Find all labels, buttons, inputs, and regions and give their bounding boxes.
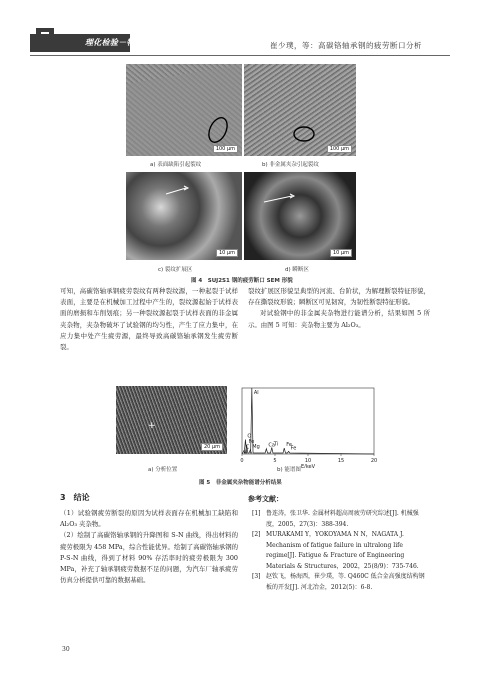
- spectrum-line: [242, 388, 374, 454]
- header-divider: [30, 55, 450, 56]
- svg-text:+: +: [148, 421, 156, 431]
- panel-c-label: c) 裂纹扩展区: [158, 267, 193, 273]
- x-axis-label: E/keV: [300, 464, 316, 468]
- x-tick-label: 0: [240, 458, 244, 464]
- x-tick-label: 5: [273, 458, 277, 464]
- conclusion-items: [60, 508, 238, 586]
- peak-label: C: [245, 444, 250, 451]
- journal-name: 理化检验－物理分册: [85, 38, 160, 47]
- fig5-panel-b-label: b) 能谱图: [277, 467, 301, 473]
- chart-frame: [242, 388, 374, 454]
- scale-bar-b: 100 μm: [327, 145, 352, 153]
- scale-bar-c: 10 μm: [216, 249, 238, 257]
- left-paragraph: 可知，高碳铬轴承钢疲劳裂纹有两种裂纹源，一种起裂于试样表面，主要是在机械加工过程中产生的，裂纹源起始于试样表面的磨损和车削划痕；另一种裂纹源起裂于试样表面的非金属夹杂物，夹杂物破坏了试验钢的均匀性，产生了应力集中，在应力集中处产生疲劳源，最终导致高碳铬轴承钢发生疲劳断裂。: [60, 287, 238, 352]
- x-tick-label: 20: [370, 458, 378, 464]
- sem-image-c: [126, 172, 242, 260]
- peak-label: Al: [253, 390, 259, 396]
- eds-spectrum-chart: [232, 382, 382, 468]
- peak-label: Ca: [268, 442, 275, 449]
- right-paragraphs: 裂纹扩展区形貌呈典型的河流、台阶状，为解理断裂特征形貌，存在撕裂纹形貌；瞬断区可见韧窝，为韧性断裂特征形貌。 对试验钢中的非金属夹杂物进行能谱分析，结果如图 5 所示。由图 5 可知：夹杂物主要为 Al₂O₃。: [248, 287, 430, 329]
- sem-image-d: [244, 172, 356, 260]
- page-number: 30: [62, 646, 70, 653]
- sem-image-b: [244, 64, 356, 156]
- scale-bar-a: 100 μm: [213, 145, 238, 153]
- panel-a-label: a) 表面缺陷引起裂纹: [150, 162, 202, 168]
- reference-item: [2] MURAKAMI Y，YOKOYAMA N N，NAGATA J. Mechanism of fatigue failure in ultralong life regime[J]. Fatigue & Fracture of Engineering Materials & Structures，2002，25(8/9)：735-746.: [252, 531, 419, 570]
- sem-image-a: [126, 64, 242, 156]
- section-heading-conclusions: 3 结论: [60, 493, 90, 502]
- running-title: 崔少璞，等：高碳铬轴承钢的疲劳断口分析: [270, 41, 422, 50]
- panel-b-label: b) 非金属夹杂引起裂纹: [262, 162, 319, 168]
- figure5-caption: 图 5 非金属夹杂物能谱分析结果: [199, 480, 282, 486]
- page-header: [0, 0, 480, 62]
- x-tick-label: 10: [304, 458, 312, 464]
- peak-label: Mg: [252, 444, 260, 451]
- fig5-panel-a-label: a) 分析位置: [148, 467, 178, 473]
- references-heading: 参考文献：: [248, 495, 283, 503]
- figure4-caption: 图 4 SUJ2S1 钢的疲劳断口 SEM 形貌: [191, 278, 293, 284]
- reference-item: [1] 鲁连涛，张卫华. 金属材料超高周疲劳研究综述[J]. 机械强度，2005，27(3)：388-394.: [252, 510, 419, 528]
- scale-bar-fig5a: 20 μm: [201, 443, 223, 451]
- scale-bar-d: 10 μm: [330, 249, 352, 257]
- inclusion-sem-image: [116, 386, 227, 454]
- peak-label: Fe: [248, 438, 255, 445]
- peak-label: Fe: [286, 442, 292, 449]
- reference-item: [3] 赵钦飞，杨海西，崔少璞，等. Q460C 低合金高强度结构钢板的开发[J]. 河北冶金，2012(5)：6-8.: [252, 573, 425, 591]
- peak-label: Ti: [273, 441, 279, 448]
- x-tick-label: 15: [337, 458, 345, 464]
- peak-label: O: [247, 433, 252, 440]
- peak-label: Fe: [290, 445, 297, 452]
- conclusion-item-1: （1）试验钢疲劳断裂的原因为试样表面存在机械加工缺陷和 Al₂O₃ 夹杂物。: [60, 509, 238, 529]
- conclusion-item-2: （2）绘制了高碳铬轴承钢的升降图和 S-N 曲线，得出材料的疲劳极限为 458 MPa，综合性能优异。绘制了高碳铬轴承钢的 P-S-N 曲线，得到了材料 90% 存活率时的疲劳极限为 300 MPa，补充了轴承钢疲劳数据不足的问题，为汽车厂轴承疲劳仿真分析提供可靠的数据基础。: [60, 531, 238, 585]
- panel-d-label: d) 瞬断区: [285, 267, 309, 273]
- reference-list: [252, 509, 430, 593]
